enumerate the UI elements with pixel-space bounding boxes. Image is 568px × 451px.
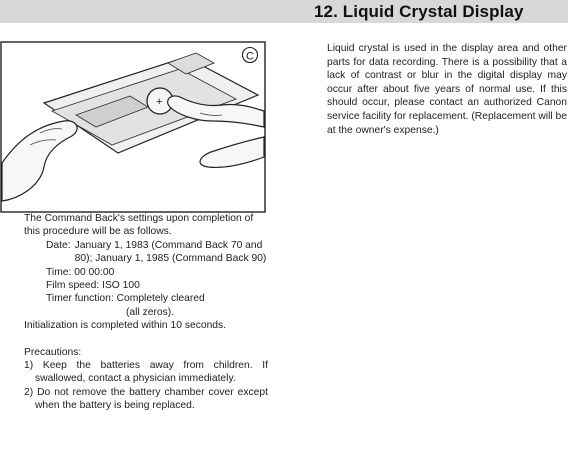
- initialization-note: Initialization is completed within 10 seconds.: [24, 320, 227, 332]
- date-label: Date:: [46, 239, 71, 251]
- precaution-item: 2) Do not remove the battery chamber cover except when the battery is being replaced.: [24, 386, 268, 412]
- film-speed-setting: Film speed: ISO 100: [46, 280, 140, 292]
- timer-function-setting: Timer function: Completely cleared: [46, 293, 205, 305]
- time-setting: Time: 00 00:00: [46, 266, 115, 278]
- precautions-heading: Precautions:: [24, 346, 82, 358]
- lcd-lifespan-paragraph: Liquid crystal is used in the display area and other parts for data recording. There is a possibility that a lack of contrast or blur in the digital display may occur after about five years of normal use. If this should occur, please contact an authorized Canon service facility for replacement. (Replacement will be at the owner's expense.): [327, 43, 567, 136]
- date-value: January 1, 1983 (Command Back 70 and 80); January 1, 1985 (Command Back 90): [74, 239, 267, 265]
- section-title: 12. Liquid Crystal Display: [314, 2, 524, 21]
- svg-text:C: C: [246, 50, 254, 63]
- figure-label-c: [243, 48, 258, 63]
- timer-function-continuation: (all zeros).: [126, 306, 175, 318]
- battery-replacement-illustration: [0, 41, 266, 213]
- precautions-list: [24, 359, 268, 413]
- precaution-item: 1) Keep the batteries away from children. If swallowed, contact a physician immediately.: [24, 360, 268, 385]
- svg-text:+: +: [156, 96, 163, 108]
- date-setting: [24, 239, 268, 266]
- settings-text-block: [24, 212, 268, 413]
- settings-intro: The Command Back's settings upon completion of this procedure will be as follows.: [24, 213, 254, 238]
- spacer: [24, 333, 268, 346]
